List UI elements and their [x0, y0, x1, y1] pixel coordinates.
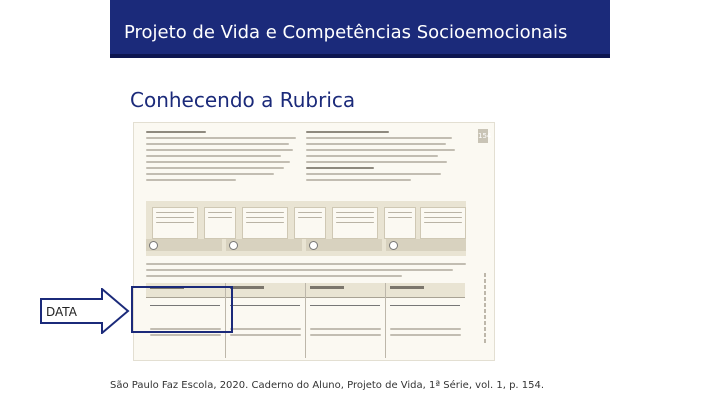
highlight-box [131, 286, 233, 333]
rubric-option-row [146, 239, 222, 251]
table-column [226, 283, 306, 358]
table-column [306, 283, 386, 358]
rubric-level-cell [294, 207, 326, 239]
rubric-level-cell [204, 207, 236, 239]
radio-circle-icon [149, 241, 158, 250]
source-caption: São Paulo Faz Escola, 2020. Caderno do Aluno, Projeto de Vida, 1ª Série, vol. 1, p. 154. [110, 380, 545, 391]
radio-circle-icon [389, 241, 398, 250]
banner-underline [110, 54, 610, 58]
rubric-option-row [226, 239, 302, 251]
slide-title: Projeto de Vida e Competências Socioemocionais [124, 22, 568, 43]
instructions-text [146, 263, 466, 281]
rubric-level-cell [242, 207, 288, 239]
text-column-right [306, 131, 456, 185]
text-column-left [146, 131, 296, 185]
radio-circle-icon [229, 241, 238, 250]
vertical-edge-text [481, 273, 489, 353]
rubric-level-cell [332, 207, 378, 239]
table-column [386, 283, 465, 358]
rubric-level-cell [152, 207, 198, 239]
radio-circle-icon [309, 241, 318, 250]
page-number-tab: 154 [478, 129, 488, 143]
rubric-level-cell [384, 207, 416, 239]
rubric-level-cell [420, 207, 466, 239]
callout-label: DATA [46, 305, 77, 319]
slide-subtitle: Conhecendo a Rubrica [130, 88, 356, 112]
title-banner [110, 0, 610, 58]
rubric-option-row [386, 239, 466, 251]
page-edge-band [474, 123, 494, 360]
rubric-option-row [306, 239, 382, 251]
